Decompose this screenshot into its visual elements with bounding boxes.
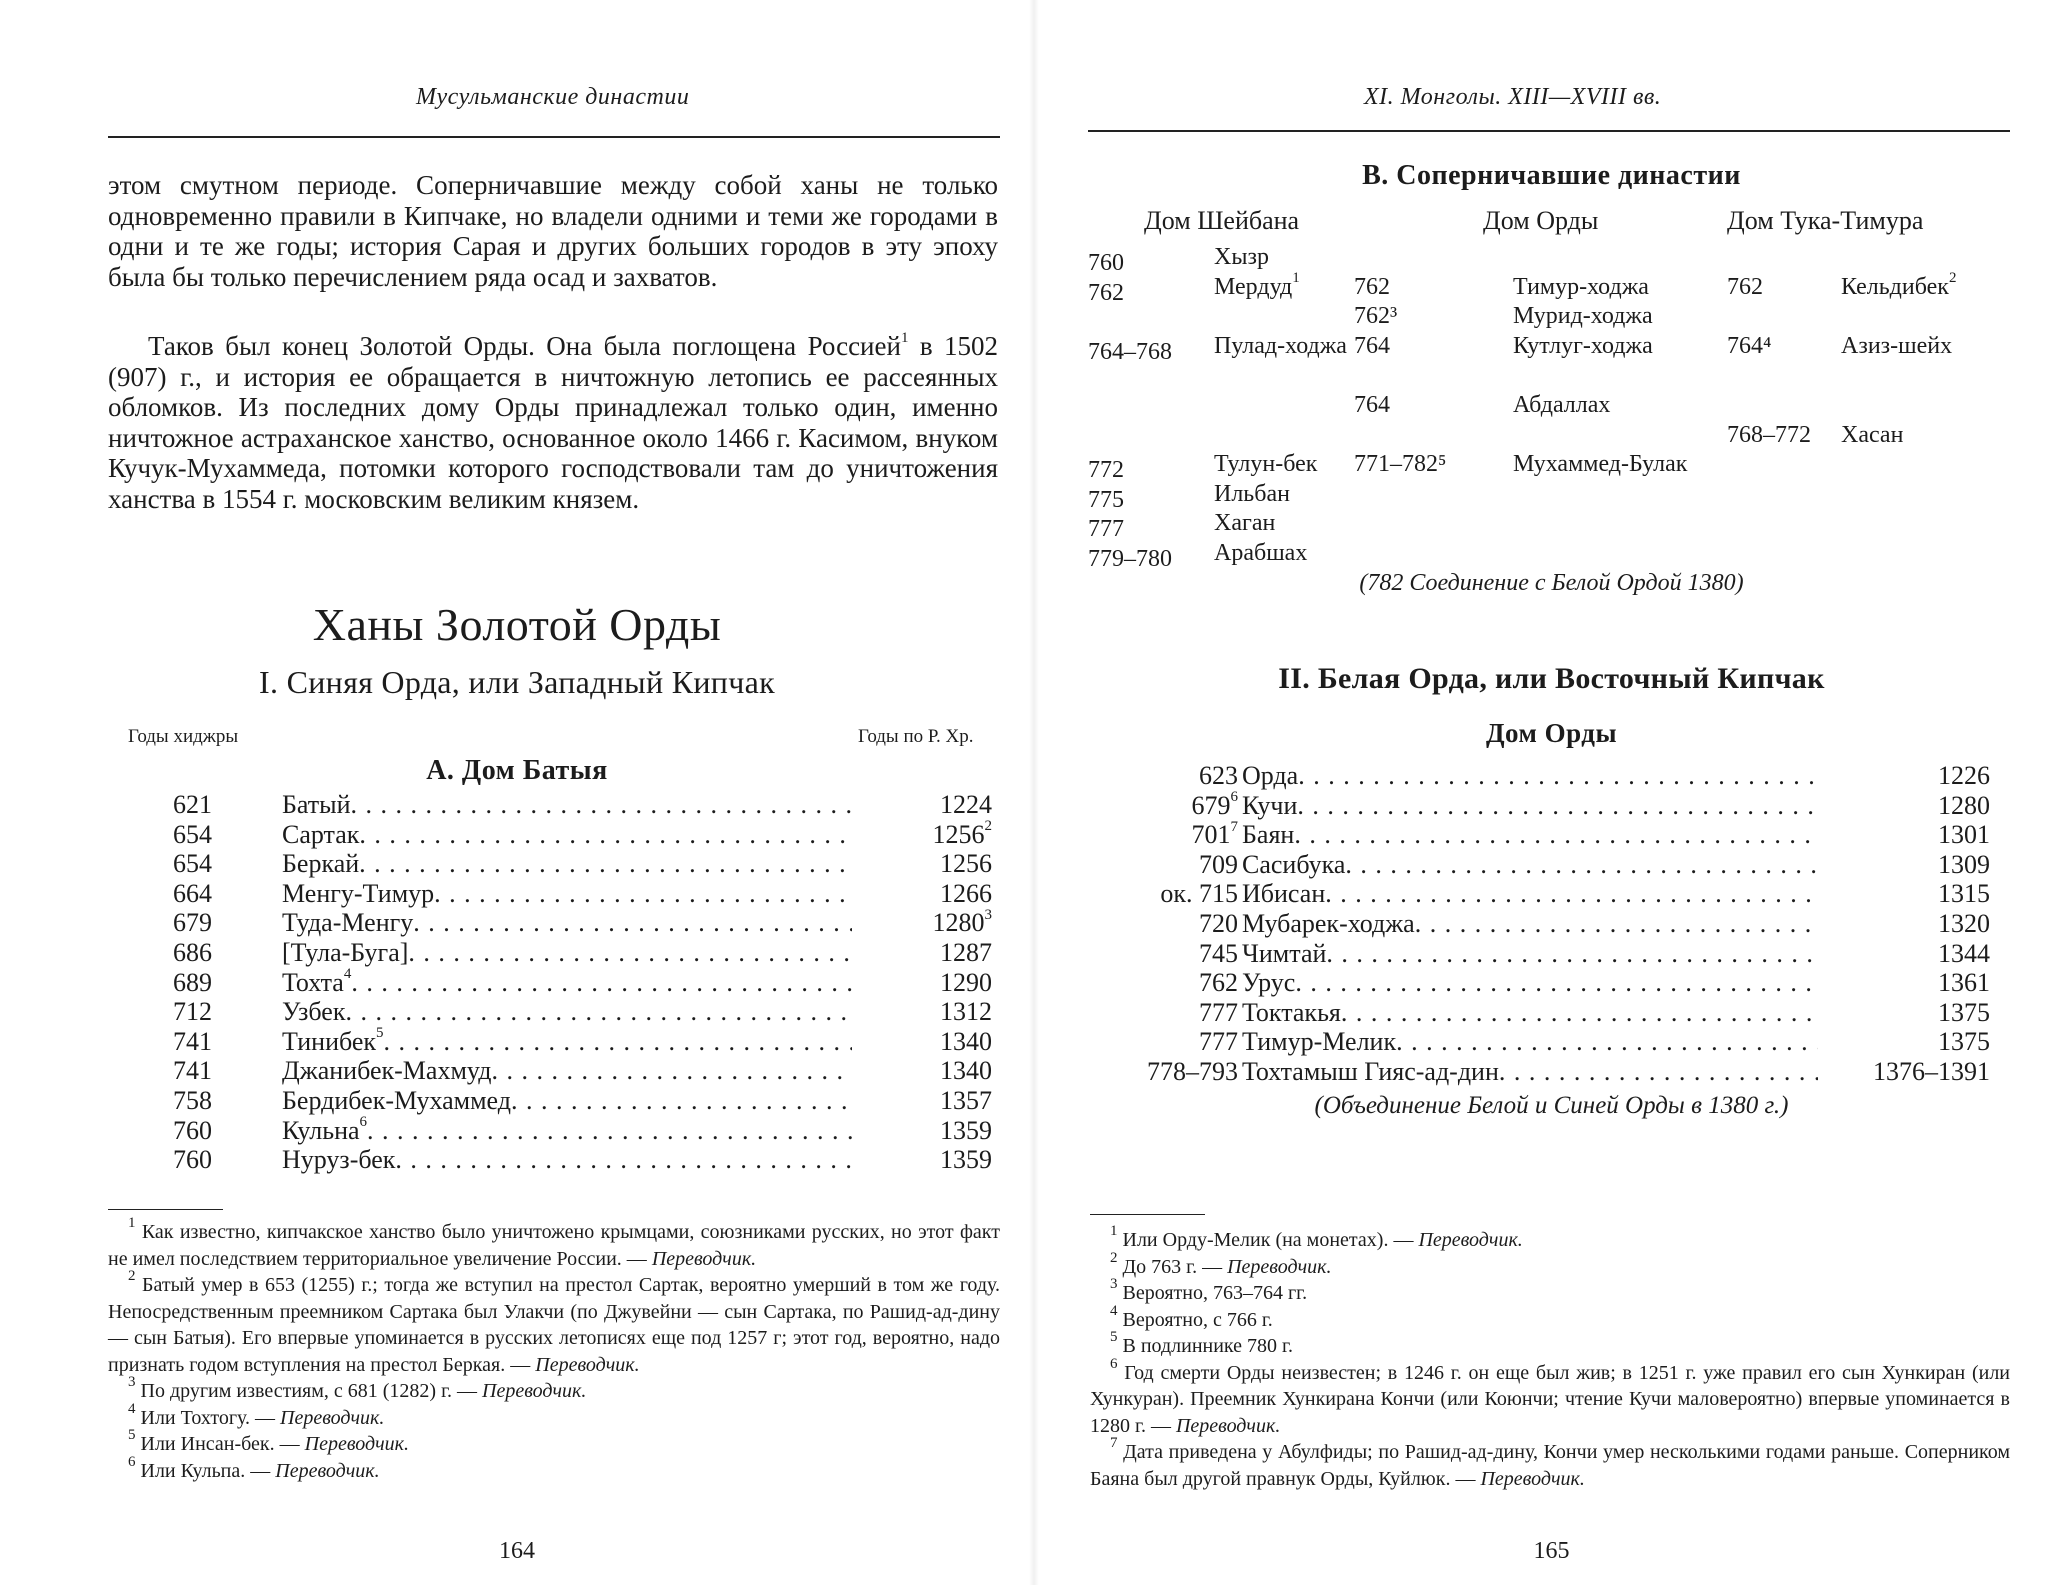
- khan-entry: [282, 968, 852, 998]
- dot-leader: [367, 1116, 852, 1146]
- khan-entry: [282, 1116, 852, 1146]
- khan-name: Сартак: [282, 819, 360, 849]
- footnote-ref: 2: [984, 817, 992, 834]
- dot-leader: [351, 790, 852, 820]
- footnotes: [1090, 1223, 2011, 1492]
- khan-name: Менгу-Тимур: [282, 878, 435, 908]
- khan-name-cell: [282, 849, 359, 879]
- hijra-year: 778–793: [1147, 1057, 1238, 1086]
- ce-year: 1280: [1938, 790, 1990, 820]
- rival-khan: [1513, 303, 1653, 330]
- khan-name: Туда-Менгу: [282, 908, 414, 938]
- page-number: 165: [1533, 1538, 1570, 1564]
- khan-entry: [282, 849, 852, 879]
- footnote-ref: 2: [1948, 269, 1957, 286]
- hijra-year: 709: [1199, 849, 1238, 879]
- footnote-number: 2: [1110, 1249, 1118, 1266]
- footnote: [1090, 1329, 2010, 1360]
- paragraph-end-of-horde: [108, 331, 998, 515]
- ce-year: 1357: [940, 1086, 992, 1115]
- ce-year-cell: [880, 817, 992, 850]
- khan-name-cell: [282, 1027, 384, 1057]
- col-house-orda: Дом Орды: [1483, 206, 1599, 235]
- footnote: [108, 1268, 1000, 1378]
- footnote-number: 6: [128, 1453, 136, 1470]
- footnote-ref: 1: [900, 330, 909, 346]
- rival-year: 764–768: [1088, 338, 1172, 365]
- footnote: [1090, 1302, 2010, 1334]
- khan-name-cell: [282, 908, 413, 938]
- rival-year: 760: [1088, 250, 1124, 276]
- khan-name: Бердибек-Мухаммед: [282, 1086, 511, 1115]
- khan-entry: [282, 1056, 852, 1086]
- dot-leader: [1499, 1057, 1818, 1087]
- khan-entry: [1242, 1057, 1818, 1087]
- rival-khan: [1513, 333, 1653, 360]
- footnote-number: 1: [1110, 1223, 1118, 1240]
- right-page: [1034, 0, 2069, 1585]
- khan-name: Урус: [1242, 968, 1296, 998]
- footnote: [108, 1374, 1000, 1405]
- ce-year: 1375: [1938, 1027, 1990, 1057]
- rival-year: 764: [1354, 332, 1390, 359]
- khan-entry: [282, 997, 852, 1027]
- rival-khan: [1841, 333, 1952, 360]
- khan-name: Кульна: [282, 1115, 360, 1145]
- hijra-year: 701: [1191, 820, 1231, 850]
- hijra-year-cell: [1090, 1057, 1238, 1087]
- footnote-ref: 3: [984, 906, 992, 923]
- ce-year-cell: [880, 968, 992, 998]
- footnote-ref: 1: [1292, 269, 1300, 286]
- dot-leader: [1325, 879, 1818, 909]
- dot-leader: [345, 997, 852, 1027]
- khan-entry: [1242, 968, 1818, 998]
- union-note: (Объединение Белой и Синей Орды в 1380 г.): [1314, 1092, 1789, 1119]
- hijra-year: 758: [173, 1086, 212, 1115]
- footnote-number: 1: [128, 1215, 136, 1232]
- rival-khan: [1214, 451, 1317, 478]
- footnote-text: Или Инсан-бек. —: [140, 1433, 305, 1455]
- hijra-year-cell: [1090, 788, 1238, 821]
- khan-name-cell: [282, 1145, 395, 1175]
- ce-year: 1309: [1938, 849, 1990, 879]
- footnote: [108, 1400, 1000, 1432]
- section-title: II. Белая Орда, или Восточный Кипчак: [1278, 662, 1825, 695]
- ce-year: 1340: [940, 1056, 992, 1086]
- header-rule: [108, 136, 1000, 138]
- rival-khan-name: Мердуд: [1214, 273, 1293, 300]
- footnote-number: 5: [1110, 1329, 1118, 1346]
- rival-khan-name: Мухаммед-Булак: [1513, 451, 1688, 478]
- house-title: Дом Орды: [1485, 718, 1618, 748]
- khan-entry: [1242, 820, 1818, 850]
- ce-year: 1344: [1938, 938, 1990, 968]
- khan-name: Сасибука: [1242, 849, 1346, 879]
- khan-name-cell: [282, 938, 408, 968]
- rival-year: 777: [1088, 516, 1124, 543]
- hijra-year: 745: [1199, 938, 1238, 968]
- translator-note: Переводчик.: [651, 1247, 757, 1270]
- dot-leader: [413, 908, 852, 938]
- hijra-year: 686: [173, 938, 212, 967]
- rival-khan: [1214, 510, 1275, 537]
- hijra-year: 760: [173, 1115, 212, 1145]
- ce-year-cell: [880, 1027, 992, 1057]
- hijra-year: 760: [173, 1145, 212, 1175]
- khan-entry: [1242, 1027, 1818, 1057]
- rival-khan-name: Тулун-бек: [1214, 451, 1318, 478]
- rival-khan-name: Мурид-ходжа: [1513, 303, 1653, 330]
- ce-year: 1226: [1938, 761, 1990, 790]
- khan-entry: [1242, 761, 1818, 791]
- footnote-text: Батый умер в 653 (1255) г.; тогда же вступил на престол Сартак, вероятно умерший в том же году. Непосредственным преемником Сартака был Улакчи (по Джувейни — сын Сартака, по Рашид-ад-дину — сын Батыя). Его впервые упоминается в русских летописях еще под 1257 г; этот год, вероятно, надо признать годом вступления на престол Беркая. —: [108, 1274, 1000, 1376]
- rival-year: 775: [1088, 486, 1124, 513]
- rival-khan: [1841, 269, 1957, 301]
- khan-name-cell: [282, 1056, 492, 1086]
- rival-khan-name: Кельдибек: [1841, 273, 1949, 300]
- rival-year: 762: [1088, 279, 1124, 306]
- footnote-rule: [108, 1209, 223, 1210]
- hijra-year: 712: [173, 997, 212, 1027]
- col-label-ce: Годы по Р. Хр.: [858, 726, 974, 747]
- dot-leader: [434, 879, 852, 909]
- hijra-year: 654: [173, 819, 212, 849]
- khan-name: Кучи: [1242, 790, 1298, 820]
- ce-year-cell: [880, 849, 992, 879]
- translator-note: Переводчик.: [275, 1459, 380, 1482]
- dot-leader: [511, 1086, 852, 1116]
- ce-year: 1375: [1938, 997, 1990, 1027]
- hijra-year: 741: [173, 1056, 212, 1086]
- dot-leader: [408, 938, 852, 968]
- dot-leader: [1294, 820, 1818, 850]
- footnote: [108, 1453, 1000, 1485]
- hijra-year: 621: [173, 790, 212, 819]
- footnote-number: 7: [1110, 1435, 1118, 1452]
- footnote-text: По другим известиям, с 681 (1282) г. —: [140, 1380, 483, 1402]
- translator-note: Переводчик.: [535, 1353, 640, 1376]
- khan-name-cell: [282, 1116, 367, 1146]
- translator-note: Переводчик.: [304, 1433, 410, 1455]
- running-head: Мусульманские династии: [416, 84, 690, 110]
- hijra-year: 679: [1191, 790, 1231, 820]
- hijra-year-cell: [1090, 879, 1238, 909]
- hijra-year-cell: [1090, 909, 1238, 939]
- dot-leader: [1345, 850, 1818, 880]
- hijra-year-cell: [1090, 761, 1238, 791]
- footnote-text: Или Орду-Мелик (на монетах). —: [1122, 1229, 1419, 1251]
- ce-year: 1287: [940, 938, 992, 967]
- translator-note: Переводчик.: [482, 1380, 587, 1402]
- ce-year: 1280: [932, 908, 985, 938]
- hijra-year: 664: [173, 878, 212, 908]
- rival-khan-name: Азиз-шейх: [1841, 332, 1953, 359]
- ce-year: 1376–1391: [1873, 1057, 1990, 1086]
- dot-leader: [1298, 761, 1818, 791]
- ce-year: 1312: [940, 997, 992, 1027]
- header-rule: [1088, 130, 2010, 132]
- ce-year-cell: [880, 790, 992, 820]
- footnote-text: Или Кульпа. —: [140, 1459, 276, 1482]
- paragraph-text-b: в 1502 (907) г., и история ее обращается в ничтожную летопись ее рассеянных обломков. Из последних дому Орды принадлежал только один, именно ничтожное астраханское ханство, основанное около 1466 г. Касимом, внуком Кучук-Мухаммеда, потомки которого господствовали там до уничтожения ханства в 1554 г. московским великим князем.: [108, 331, 998, 514]
- khan-name: Тинибек: [282, 1026, 377, 1056]
- rival-year: 762: [1354, 273, 1390, 300]
- rival-khan: [1214, 481, 1290, 508]
- footnote: [1090, 1276, 2010, 1307]
- khan-entry: [282, 1086, 852, 1116]
- translator-note: Переводчик.: [280, 1406, 385, 1429]
- footnote-ref: 6: [359, 1115, 368, 1130]
- footnote-number: 6: [1110, 1355, 1118, 1372]
- khan-entry: [282, 820, 852, 850]
- ce-year: 1315: [1938, 879, 1990, 909]
- khan-name: Орда: [1242, 761, 1299, 790]
- khan-name: Тохтамыш Гияс-ад-дин: [1242, 1057, 1499, 1086]
- hijra-year: 777: [1199, 1027, 1238, 1057]
- dot-leader: [1341, 998, 1818, 1028]
- ce-year: 1256: [932, 819, 985, 849]
- main-title: Ханы Золотой Орды: [312, 599, 722, 650]
- ce-year-cell: [880, 1056, 992, 1086]
- footnote: [1090, 1355, 2011, 1440]
- rival-khan-name: Тимур-ходжа: [1513, 273, 1649, 300]
- hijra-year: 654: [173, 849, 212, 879]
- hijra-year-cell: [1090, 998, 1238, 1028]
- khan-name: Узбек: [282, 997, 346, 1027]
- rival-khan: [1513, 392, 1610, 419]
- ce-year: 1361: [1938, 968, 1990, 998]
- khan-entry: [282, 790, 852, 820]
- rival-title: B. Соперничавшие династии: [1362, 160, 1741, 191]
- khan-name: Нуруз-бек: [282, 1145, 396, 1175]
- continuation-paragraph: этом смутном периоде. Соперничавшие между собой ханы не только одновременно правили в Кипчаке, но владели одними и теми же городами в одни и те же годы; история Сарая и других больших городов в эту эпоху была бы только перечислением ряда осад и захватов.: [108, 170, 998, 292]
- khan-name: Мубарек-ходжа: [1242, 909, 1415, 938]
- rival-khan: [1214, 540, 1307, 567]
- dot-leader: [359, 849, 852, 879]
- footnote-text: Год смерти Орды неизвестен; в 1246 г. он еще был жив; в 1251 г. уже правил его сын Хункиран (или Хункуран). Преемник Хункирана Кончи (или Коюнчи; чтение Кучи маловероятно) впервые упоминается в 1280 г. —: [1090, 1361, 2011, 1437]
- rival-year: 768–772: [1727, 421, 1811, 448]
- rival-khan-name: Абдаллах: [1513, 392, 1611, 418]
- translator-note: Переводчик.: [1227, 1255, 1332, 1278]
- footnote-number: 4: [128, 1400, 136, 1417]
- hijra-year-cell: [1090, 939, 1238, 969]
- footnote: [108, 1215, 1000, 1272]
- footnote-number: 3: [1110, 1276, 1118, 1293]
- dot-leader: [1396, 1027, 1818, 1057]
- ce-year: 1320: [1938, 909, 1990, 938]
- khan-name: Ибисан: [1242, 879, 1326, 909]
- rival-year: 779–780: [1088, 546, 1172, 572]
- rival-khan-name: Ильбан: [1214, 480, 1290, 507]
- ce-year: 1224: [940, 790, 992, 819]
- hijra-year-cell: [1090, 1027, 1238, 1057]
- footnote-ref: 4: [343, 967, 352, 982]
- translator-note: Переводчик.: [1418, 1229, 1523, 1251]
- rival-khan: [1214, 269, 1300, 301]
- dot-leader: [359, 820, 852, 850]
- khan-name: Токтакья: [1242, 997, 1341, 1027]
- footnote-number: 2: [128, 1268, 136, 1285]
- hijra-year: 720: [1199, 909, 1238, 938]
- col-label-hijra: Годы хиджры: [128, 726, 239, 747]
- khan-entry: [282, 938, 852, 968]
- khan-name: Батый: [282, 790, 351, 819]
- khan-entry: [1242, 939, 1818, 969]
- ce-year-cell: [880, 1116, 992, 1146]
- rival-khan: [1214, 333, 1347, 360]
- rival-year: 764⁴: [1727, 332, 1772, 359]
- khan-entry: [1242, 791, 1818, 821]
- dot-leader: [492, 1056, 853, 1086]
- dot-leader: [1297, 791, 1818, 821]
- khan-entry: [282, 908, 852, 938]
- hijra-year: 679: [173, 908, 212, 938]
- rival-khan: [1513, 451, 1687, 478]
- footnote-text: В подлиннике 780 г.: [1122, 1335, 1293, 1357]
- khan-name-cell: [282, 997, 345, 1027]
- translator-note: Переводчик.: [1480, 1467, 1585, 1490]
- dot-leader: [351, 968, 852, 998]
- khan-name-cell: [282, 1086, 511, 1116]
- ce-year: 1256: [940, 849, 992, 879]
- rival-khan-name: Пулад-ходжа: [1214, 332, 1347, 359]
- footnote-text: До 763 г. —: [1122, 1255, 1228, 1278]
- footnotes: [108, 1215, 1000, 1484]
- rival-khan: [1841, 422, 1903, 449]
- khan-name-cell: [282, 820, 359, 850]
- rival-khan-name: Кутлуг-ходжа: [1513, 332, 1653, 359]
- footnote-ref: 6: [1230, 788, 1238, 805]
- dot-leader: [1295, 968, 1818, 998]
- ce-year: 1359: [940, 1145, 992, 1175]
- hijra-year-cell: [1090, 850, 1238, 880]
- khan-name: Тимур-Мелик: [1242, 1027, 1397, 1057]
- hijra-year: 623: [1199, 761, 1238, 790]
- footnote-text: Как известно, кипчакское ханство было уничтожено крымцами, союзниками русских, но этот факт не имел последствием территориальное увеличение России. —: [108, 1221, 1000, 1270]
- footnote: [1090, 1249, 2010, 1281]
- rival-year: 772: [1088, 457, 1124, 484]
- paragraph-text-a: Таков был конец Золотой Орды. Она была поглощена Россией: [148, 331, 901, 361]
- rival-year: 764: [1354, 392, 1390, 418]
- footnote-number: 5: [128, 1427, 136, 1444]
- khan-name-cell: [282, 968, 351, 998]
- khan-name: Тохта: [282, 967, 344, 997]
- rival-khan-name: Арабшах: [1214, 540, 1308, 566]
- ce-year-cell: [880, 908, 992, 938]
- section-title: I. Синяя Орда, или Западный Кипчак: [259, 664, 775, 700]
- rival-khan-name: Хаган: [1214, 510, 1276, 537]
- ce-year: 1359: [940, 1115, 992, 1145]
- col-house-sheiban: Дом Шейбана: [1144, 206, 1300, 235]
- dot-leader: [384, 1027, 852, 1057]
- footnote-rule: [1090, 1214, 1205, 1215]
- left-page: [0, 0, 1034, 1585]
- khan-name: Баян: [1242, 820, 1295, 850]
- ce-year: 1340: [940, 1026, 992, 1056]
- footnote-text: Или Тохтогу. —: [140, 1406, 281, 1429]
- dot-leader: [1326, 939, 1818, 969]
- ce-year-cell: [880, 879, 992, 909]
- khan-name-cell: [282, 790, 351, 820]
- khan-entry: [1242, 909, 1818, 939]
- rival-note: (782 Соединение с Белой Ордой 1380): [1359, 570, 1744, 596]
- khan-entry: [1242, 879, 1818, 909]
- hijra-year: 777: [1199, 997, 1238, 1027]
- khan-name: Чимтай: [1242, 938, 1327, 968]
- rival-khan: [1513, 274, 1649, 301]
- khan-name: Беркай: [282, 849, 360, 879]
- footnote: [108, 1427, 1000, 1458]
- footnote-number: 3: [128, 1374, 136, 1391]
- dot-leader: [395, 1145, 852, 1175]
- house-title: А. Дом Батыя: [426, 755, 608, 786]
- khan-name-cell: [282, 879, 434, 909]
- footnote-ref: 5: [376, 1026, 384, 1042]
- hijra-year: 741: [173, 1026, 212, 1056]
- ce-year-cell: [880, 997, 992, 1027]
- translator-note: Переводчик.: [1175, 1414, 1281, 1437]
- footnote-ref: 7: [1230, 818, 1238, 835]
- dot-leader: [1415, 909, 1818, 939]
- rival-khan-name: Хасан: [1841, 421, 1904, 448]
- running-head: XI. Монголы. XIII—XVIII вв.: [1364, 84, 1662, 110]
- khan-entry: [1242, 998, 1818, 1028]
- ce-year: 1266: [940, 878, 992, 908]
- rival-khan-name: Хызр: [1214, 244, 1269, 270]
- rival-khan: [1214, 244, 1269, 271]
- khan-entry: [1242, 850, 1818, 880]
- rival-year: 762³: [1354, 303, 1398, 330]
- footnote: [1090, 1223, 2010, 1254]
- rival-year: 762: [1727, 273, 1763, 300]
- hijra-year: ок. 715: [1160, 879, 1238, 909]
- ce-year: 1301: [1938, 820, 1990, 850]
- khan-entry: [282, 1027, 852, 1057]
- hijra-year-cell: [1090, 968, 1238, 998]
- footnote-text: Вероятно, 763–764 гг.: [1122, 1282, 1308, 1304]
- ce-year-cell: [880, 938, 992, 968]
- footnote-number: 4: [1110, 1302, 1118, 1319]
- hijra-year: 762: [1199, 968, 1238, 998]
- rival-year: 771–782⁵: [1354, 451, 1447, 478]
- hijra-year-cell: [1090, 820, 1238, 850]
- footnote-text: Дата приведена у Абулфиды; по Рашид-ад-дину, Кончи умер несколькими годами раньше. Соперником Баяна был другой правнук Орды, Куйлюк. —: [1090, 1441, 2011, 1490]
- ce-year: 1290: [940, 967, 992, 997]
- footnote-text: Вероятно, с 766 г.: [1122, 1308, 1273, 1331]
- col-house-tuka-timur: Дом Тука-Тимура: [1727, 206, 1924, 235]
- khan-entry: [282, 879, 852, 909]
- khan-name: Джанибек-Махмуд: [282, 1056, 492, 1086]
- khan-entry: [282, 1145, 852, 1175]
- ce-year-cell: [880, 1145, 992, 1175]
- footnote: [1090, 1435, 2011, 1492]
- hijra-year: 689: [173, 967, 212, 997]
- ce-year-cell: [880, 1086, 992, 1116]
- khan-name: [Тула-Буга]: [282, 938, 409, 967]
- page-number: 164: [499, 1538, 535, 1564]
